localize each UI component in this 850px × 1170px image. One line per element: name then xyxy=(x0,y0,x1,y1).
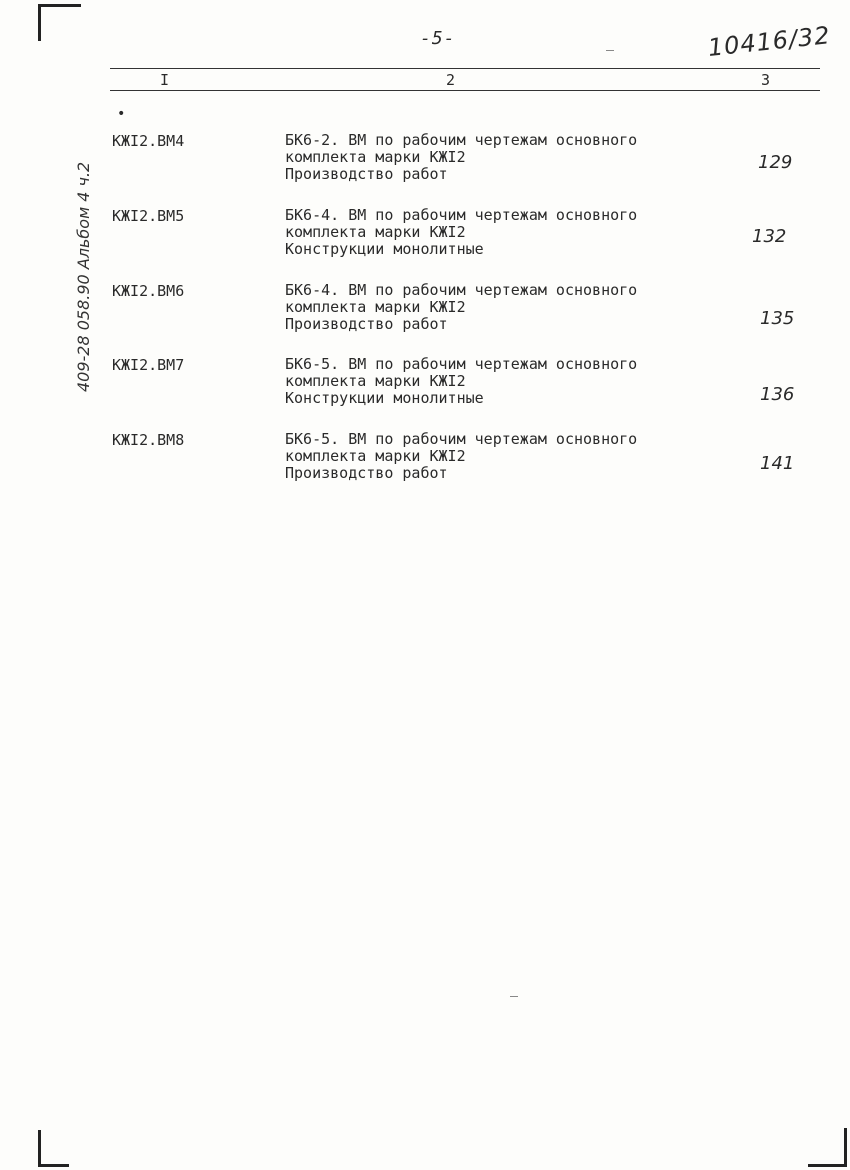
row-code: КЖI2.ВМ5 xyxy=(112,207,185,225)
row-code: КЖI2.ВМ6 xyxy=(112,282,185,300)
column-header-3: 3 xyxy=(761,71,771,89)
scan-speck xyxy=(606,50,614,51)
row-description xyxy=(285,282,637,333)
frame-corner-top-left xyxy=(38,4,81,41)
column-header-2: 2 xyxy=(446,71,456,89)
column-header-1: I xyxy=(160,71,170,89)
description-line: БК6-2. ВМ по рабочим чертежам основного xyxy=(285,131,638,149)
table-rule-bottom xyxy=(110,90,820,91)
row-code: КЖI2.ВМ7 xyxy=(112,356,185,374)
table-row xyxy=(0,431,850,491)
row-code: КЖI2.ВМ8 xyxy=(112,431,185,449)
table-row xyxy=(0,282,850,342)
description-line: БК6-5. ВМ по рабочим чертежам основного xyxy=(285,355,638,373)
row-description xyxy=(285,207,637,258)
row-description xyxy=(285,356,637,407)
page-number: -5- xyxy=(420,28,456,49)
bullet-mark: • xyxy=(117,106,126,122)
margin-note-text: 409-28 058.90 Альбом 4 ч.2 xyxy=(74,161,93,392)
row-page: 135 xyxy=(760,308,795,329)
description-line: БК6-5. ВМ по рабочим чертежам основного xyxy=(285,430,638,448)
description-line: БК6-4. ВМ по рабочим чертежам основного xyxy=(285,206,638,224)
description-line: Производство работ xyxy=(285,165,448,183)
description-line: комплекта марки КЖI2 xyxy=(285,223,466,241)
description-line: Конструкции монолитные xyxy=(285,240,484,258)
frame-corner-bottom-left xyxy=(38,1130,69,1167)
table-row xyxy=(0,356,850,416)
description-line: Производство работ xyxy=(285,315,448,333)
table-rule-top xyxy=(110,68,820,69)
table-row xyxy=(0,207,850,267)
row-code: КЖI2.ВМ4 xyxy=(112,132,185,150)
row-page: 132 xyxy=(752,226,787,247)
row-description xyxy=(285,132,637,183)
row-page: 141 xyxy=(760,453,795,474)
description-line: Конструкции монолитные xyxy=(285,389,484,407)
description-line: БК6-4. ВМ по рабочим чертежам основного xyxy=(285,281,638,299)
row-page: 129 xyxy=(758,152,793,173)
row-page: 136 xyxy=(760,384,795,405)
description-line: комплекта марки КЖI2 xyxy=(285,148,466,166)
document-number: 10416/32 xyxy=(706,21,832,62)
frame-corner-bottom-right xyxy=(808,1128,847,1167)
row-description xyxy=(285,431,637,482)
scan-speck xyxy=(510,996,518,997)
description-line: комплекта марки КЖI2 xyxy=(285,298,466,316)
table-row xyxy=(0,132,850,192)
description-line: комплекта марки КЖI2 xyxy=(285,447,466,465)
description-line: Производство работ xyxy=(285,464,448,482)
description-line: комплекта марки КЖI2 xyxy=(285,372,466,390)
